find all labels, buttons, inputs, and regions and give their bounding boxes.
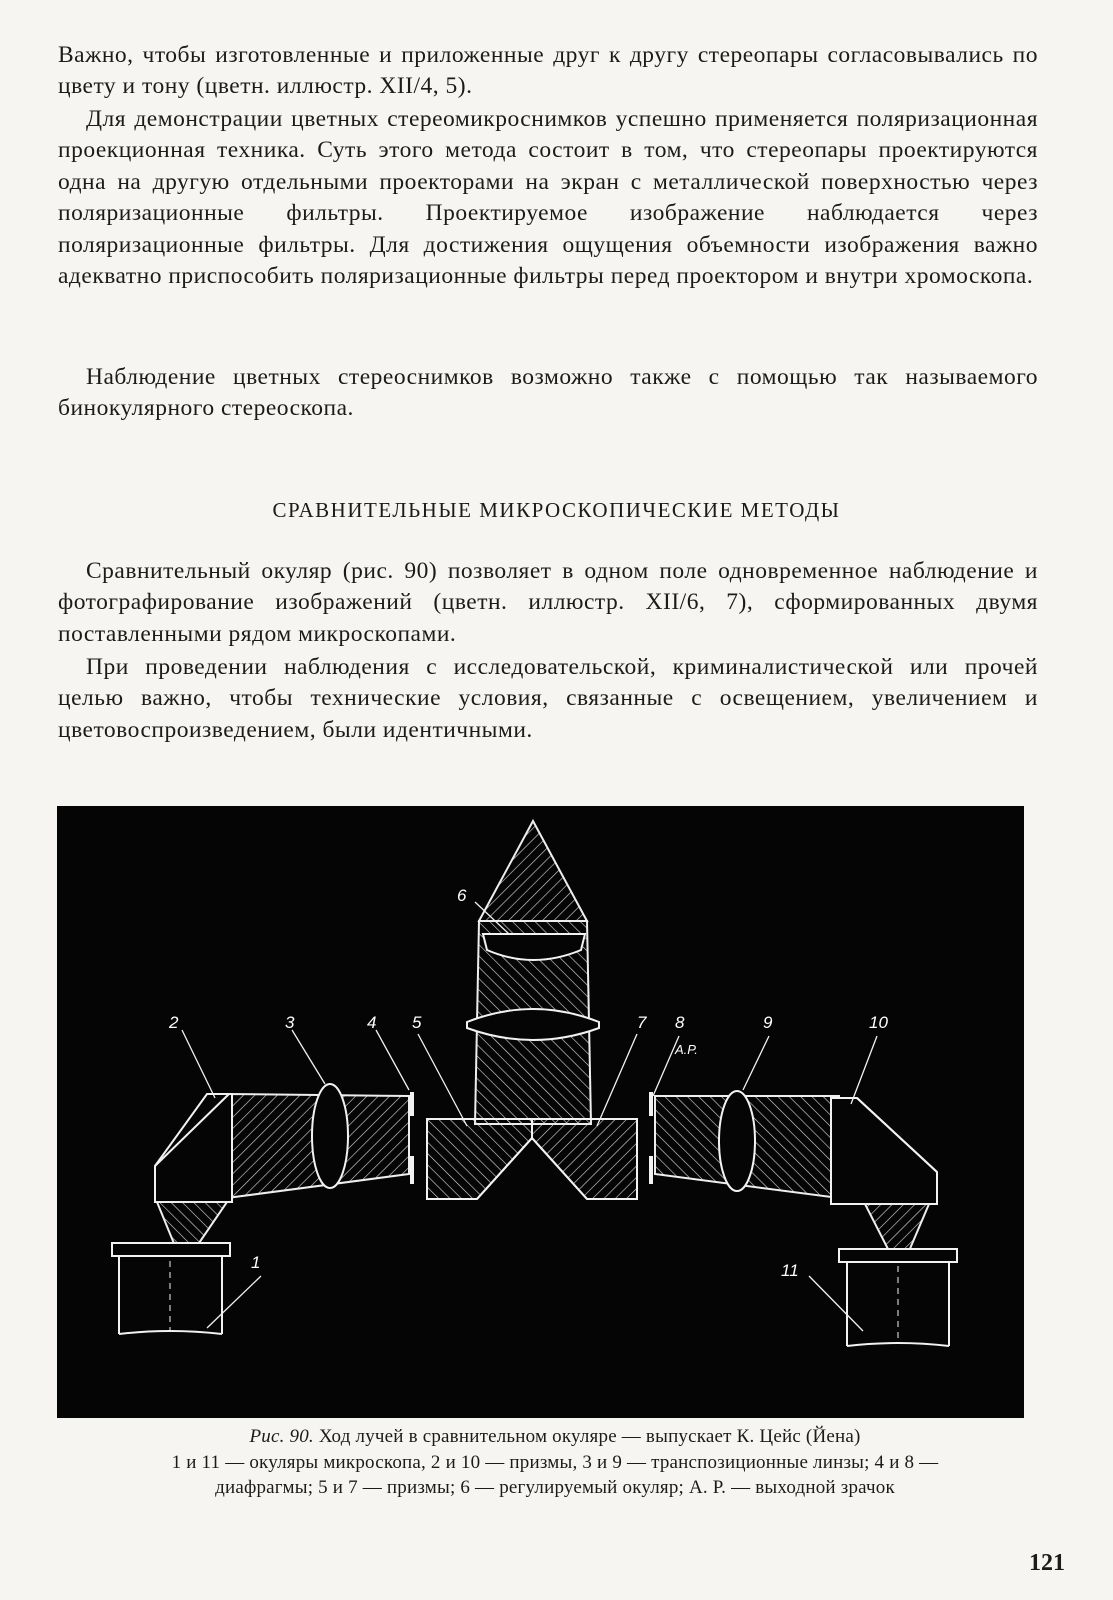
- figure-legend-line-1: 1 и 11 — окуляры микроскопа, 2 и 10 — призмы, 3 и 9 — транспозиционные линзы; 4 и 8 —: [171, 1452, 939, 1473]
- paragraph-2: Для демонстрации цветных стереомикроснимков успешно применяется поляризационная проекционная техника. Суть этого метода состоит в том, что стереопары проектируются одна на другую отдельными проекторами на экран с металлической поверхностью через поляризационные фильтры. Проектируемое изображение наблюдается через поляризационные фильтры. Для достижения ощущения объемности изображения важно адекватно приспособить поляризационные фильтры перед проектором и внутри хромоскопа.: [58, 106, 1038, 290]
- label-8: 8: [675, 1013, 685, 1032]
- label-6: 6: [457, 886, 467, 905]
- label-2: 2: [169, 1013, 179, 1032]
- lens-9: [719, 1091, 755, 1191]
- prism-5: [427, 1119, 532, 1199]
- prism-2: [155, 1094, 232, 1202]
- eyepiece-11-cap: [839, 1249, 957, 1262]
- label-10: 10: [869, 1013, 888, 1032]
- optical-diagram: [57, 806, 1024, 1418]
- figure-caption-text: Ход лучей в сравнительном окуляре — выпускает К. Цейс (Йена): [318, 1426, 861, 1447]
- paragraph-5: При проведении наблюдения с исследовательской, криминалистической или прочей целью важно, чтобы технические условия, связанные с освещением, увеличением и цветовоспроизведением, были идентичными.: [58, 654, 1038, 743]
- lens-3: [312, 1084, 348, 1188]
- figure-legend-line-2: диафрагмы; 5 и 7 — призмы; 6 — регулируемый окуляр; А. Р. — выходной зрачок: [215, 1477, 895, 1498]
- paragraph-4: Сравнительный окуляр (рис. 90) позволяет в одном поле одновременное наблюдение и фотографирование изображений (цветн. иллюстр. XII/6, 7), сформированных двумя поставленными рядом микроскопами.: [58, 558, 1038, 647]
- page-number: 121: [1029, 1550, 1065, 1576]
- figure-caption-title: [30, 1424, 1080, 1449]
- label-1: 1: [251, 1253, 261, 1272]
- label-11: 11: [781, 1261, 799, 1280]
- right-vertical-beam: [865, 1204, 929, 1251]
- figure-caption-legend: [30, 1450, 1080, 1500]
- paragraph-3: Наблюдение цветных стереоснимков возможно также с помощью так называемого бинокулярного стереоскопа.: [58, 364, 1038, 422]
- paragraph-1: Важно, чтобы изготовленные и приложенные друг к другу стереопары согласовывались по цвету и тону (цветн. иллюстр. XII/4, 5).: [58, 42, 1038, 100]
- label-4: 4: [367, 1013, 377, 1032]
- label-3: 3: [285, 1013, 295, 1032]
- eyepiece-1-cap: [112, 1243, 230, 1256]
- label-9: 9: [763, 1013, 773, 1032]
- section-heading: СРАВНИТЕЛЬНЫЕ МИКРОСКОПИЧЕСКИЕ МЕТОДЫ: [272, 498, 841, 522]
- label-7: 7: [637, 1013, 647, 1032]
- figure-caption-prefix: Рис. 90.: [249, 1426, 314, 1447]
- prism-7: [532, 1119, 637, 1199]
- left-vertical-beam: [157, 1202, 227, 1246]
- label-ap: A.P.: [675, 1042, 698, 1057]
- label-5: 5: [412, 1013, 422, 1032]
- prism-10: [831, 1098, 937, 1204]
- figure-comparison-eyepiece: [57, 806, 1024, 1418]
- central-ray-cone: [479, 821, 587, 921]
